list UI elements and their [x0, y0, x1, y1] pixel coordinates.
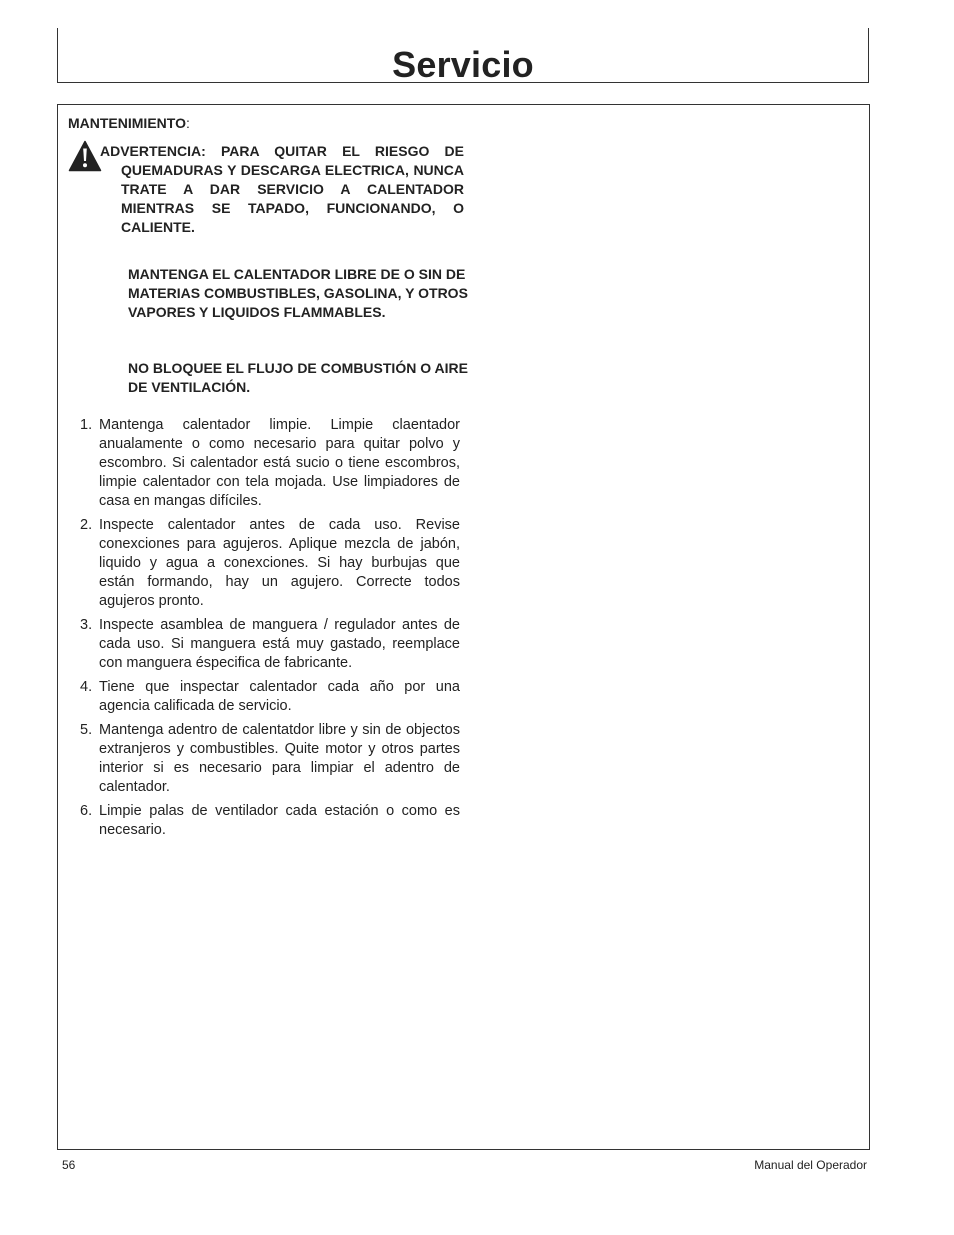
step-number: 4. — [80, 679, 93, 695]
list-item — [80, 721, 460, 797]
section-heading-colon: : — [185, 115, 190, 131]
list-item — [80, 516, 460, 611]
step-text: Limpie palas de ventilador cada estación o como es necesario. — [99, 803, 460, 838]
list-item — [80, 416, 460, 511]
step-text: Mantenga adentro de calentatdor libre y sin de objectos extranjeros y combustibles. Quite motor y otros partes interior si es necesario para limpiar el adentro de calentador. — [99, 722, 460, 795]
list-item — [80, 678, 460, 716]
section-heading — [68, 115, 190, 131]
section-heading-label: MANTENIMIENTO — [68, 115, 186, 131]
content-box — [57, 104, 870, 1150]
step-text: Inspecte asamblea de manguera / regulador antes de cada uso. Si manguera está muy gastado, reemplace con manguera éspecifica de fabricante. — [99, 617, 460, 671]
step-number: 5. — [80, 722, 93, 738]
maintenance-steps — [80, 416, 460, 845]
step-number: 1. — [80, 417, 93, 433]
warning-text: ADVERTENCIA: PARA QUITAR EL RIESGO DE QUEMADURAS Y DESCARGA ELECTRICA, NUNCA TRATE A DAR SERVICIO A CALENTADOR MIENTRAS SE TAPADO, FUNCIONANDO, O CALIENTE. — [100, 143, 464, 235]
notice-ventilation: NO BLOQUEE EL FLUJO DE COMBUSTIÓN O AIRE DE VENTILACIÓN. — [128, 360, 468, 395]
step-number: 2. — [80, 517, 93, 533]
warning-triangle-icon — [68, 140, 102, 172]
step-text: Inspecte calentador antes de cada uso. Revise conexciones para agujeros. Aplique mezcla de jabón, liquido y agua a conexciones. Si hay burbujas que están formando, hay un agujero. Correcte todos agujeros pronto. — [99, 517, 460, 609]
notice-combustibles: MANTENGA EL CALENTADOR LIBRE DE O SIN DE MATERIAS COMBUSTIBLES, GASOLINA, Y OTROS VAPORES Y LIQUIDOS FLAMMABLES. — [128, 266, 468, 320]
step-number: 6. — [80, 803, 93, 819]
step-text: Mantenga calentador limpie. Limpie claentador anualamente o como necesario para quitar polvo y escombro. Si calentador está sucio o tiene escombros, limpie calentador con tela mojada. Use limpiadores de casa en mangas difíciles. — [99, 417, 460, 509]
list-item — [80, 802, 460, 840]
step-text: Tiene que inspectar calentador cada año por una agencia calificada de servicio. — [99, 679, 460, 714]
manual-name: Manual del Operador — [754, 1158, 867, 1172]
page-title: Servicio — [392, 44, 534, 85]
step-number: 3. — [80, 617, 93, 633]
page-number: 56 — [62, 1158, 76, 1172]
page-header — [57, 28, 869, 83]
list-item — [80, 616, 460, 673]
